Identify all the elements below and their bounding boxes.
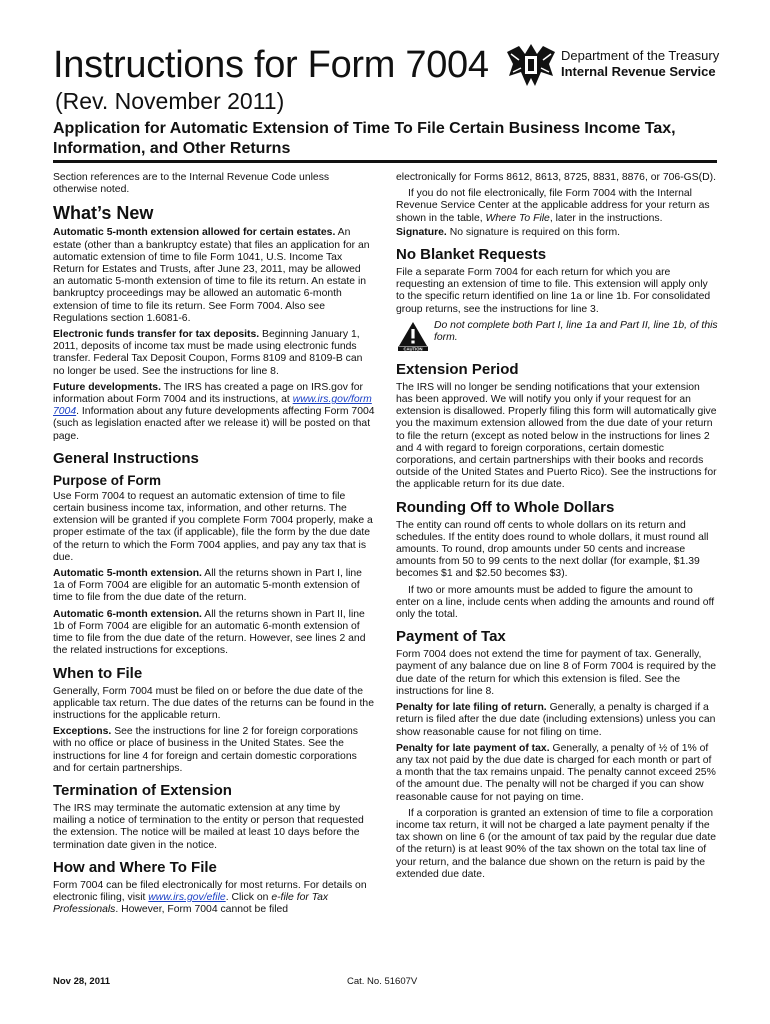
- late-filing-lead: Penalty for late filing of return.: [396, 702, 547, 714]
- paper-italic: Where To File: [485, 212, 550, 224]
- blanket-text: File a separate Form 7004 for each return for which you are requesting an extension of time to file. This extension will apply only to the specific return identified on line 1a or line 1b. For consolidated group returns, see the instructions for line 3.: [396, 267, 711, 315]
- intro-text: Section references are to the Internal Revenue Code unless otherwise noted.: [53, 172, 330, 196]
- auto6-paragraph: [53, 609, 375, 658]
- exceptions-lead: Exceptions.: [53, 726, 112, 738]
- payment-heading: Payment of Tax: [396, 628, 506, 646]
- signature-paragraph: [396, 227, 718, 239]
- future-paragraph: [53, 382, 375, 443]
- late-filing-text: Generally, a penalty is charged if a return is filed after the due date (including extensions) unless you can show reasonable cause for not filing on time.: [396, 702, 716, 738]
- eft-text: Beginning January 1, 2011, deposits of income tax must be made using electronic funds transfer. Federal Tax Deposit Coupon, Forms 8109 and 8109-B can no longer be used. See the instructions for line 8.: [53, 329, 363, 377]
- how-where-heading: How and Where To File: [53, 858, 217, 876]
- auto5-lead: Automatic 5-month extension.: [53, 568, 202, 580]
- signature-text: No signature is required on this form.: [449, 226, 621, 238]
- caution-text: Do not complete both Part I, line 1a and Part II, line 1b, of this form.: [434, 319, 718, 344]
- eft-lead: Electronic funds transfer for tax deposits.: [53, 329, 260, 341]
- extension-text: The IRS will no longer be sending notifications that your extension has been approved. We will notify you only if your request for an extension is disallowed. Properly filing this form will automatically give you the maximum extension allowed from the due date of your return to file the return (except as noted below in the instructions for lines 2 and 4 with regard to foreign corporations, certain domestic corporations, and certain partnerships with their books and records outside of the United States and Puerto Rico). See the instructions for the applicable return for its due date.: [396, 381, 717, 491]
- late-filing-paragraph: [396, 702, 718, 739]
- auto6-lead: Automatic 6-month extension.: [53, 608, 202, 620]
- late-payment-paragraph: [396, 743, 718, 804]
- termination-text: The IRS may terminate the automatic extension at any time by mailing a notice of termination to the entity or person that requested the extension. The notice will be mailed at least 10 days before the termination date given in the notice.: [53, 802, 364, 851]
- caution-icon: [398, 321, 428, 351]
- caution-box: [396, 320, 718, 351]
- right-column: [396, 172, 718, 883]
- paper-text-b: , later in the instructions.: [549, 212, 663, 224]
- payment-text: Form 7004 does not extend the time for payment of tax. Generally, payment of any balance due on line 8 of Form 7004 is required by the due date of the return for which this extension is filed. See the instructions for line 8.: [396, 649, 716, 697]
- left-column: [53, 172, 375, 920]
- footer-date: Nov 28, 2011: [53, 976, 111, 987]
- future-text-b: . Information about any future developments affecting Form 7004 (such as legislation enacted after we release it) will be posted on that page.: [53, 406, 375, 442]
- extension-period-heading: Extension Period: [396, 360, 519, 378]
- corporation-text: If a corporation is granted an extension of time to file a corporation income tax return, it will not be charged a late payment penalty if the tax shown on line 6 (or the amount of tax paid by the regular due date of the return) is at least 90% of the tax shown on the total tax line of your return, and the balance due shown on the return is paid by the extended due date.: [396, 807, 717, 880]
- auto5-paragraph: [53, 568, 375, 605]
- irs-eagle-logo: [505, 42, 557, 88]
- form-subtitle: Application for Automatic Extension of Time To File Certain Business Income Tax, Information, and Other Returns: [53, 120, 676, 157]
- caution-label: CAUTION: [403, 346, 423, 351]
- late-payment-lead: Penalty for late payment of tax.: [396, 742, 550, 754]
- form7004-link[interactable]: www.irs.gov/form 7004: [53, 394, 372, 418]
- when-text: Generally, Form 7004 must be filed on or before the due date of the applicable tax return. The due dates of the returns can be found in the instructions for the applicable return.: [53, 685, 374, 721]
- paper-paragraph: [396, 188, 718, 225]
- estates-paragraph: [53, 227, 375, 325]
- future-text-a: The IRS has created a page on IRS.gov for information about Form 7004 and its instructions, at: [53, 381, 363, 406]
- exceptions-paragraph: [53, 726, 375, 775]
- future-lead: Future developments.: [53, 381, 161, 393]
- how-text-c: e-file for Tax Professionals: [53, 891, 329, 916]
- auto6-text: All the returns shown in Part II, line 1b of Form 7004 are eligible for an automatic 6-month extension of time to file from the due date of the return. However, see lines 2 and the related instructions for exceptions.: [53, 608, 366, 657]
- termination-heading: Termination of Extension: [53, 781, 232, 799]
- revision-date: (Rev. November 2011): [55, 88, 285, 114]
- page-title: Instructions for Form 7004: [53, 44, 489, 86]
- auto5-text: All the returns shown in Part I, line 1a of Form 7004 are eligible for an automatic 5-month extension of time to file from the due date of the return.: [53, 568, 362, 604]
- how-paragraph: [53, 880, 375, 917]
- agency-name: Internal Revenue Service: [561, 64, 716, 79]
- rounding-text: The entity can round off cents to whole dollars on its return and schedules. If the entity does round to whole dollars, it must round all amounts. To round, drop amounts under 50 cents and increase amounts from 50 to 99 cents to the next dollar (for example, $1.39 becomes $1 and $2.50 becomes $3).: [396, 519, 709, 580]
- how-text-d: . However, Form 7004 cannot be filed: [115, 904, 289, 916]
- efile-link[interactable]: www.irs.gov/efile: [148, 891, 226, 903]
- continued-text: electronically for Forms 8612, 8613, 8725, 8831, 8876, or 706-GS(D).: [396, 172, 716, 183]
- no-blanket-heading: No Blanket Requests: [396, 246, 547, 264]
- general-instructions-heading: General Instructions: [53, 449, 199, 467]
- how-text-a: Form 7004 can be filed electronically for most returns. For details on electronic filing, visit: [53, 879, 367, 903]
- when-to-file-heading: When to File: [53, 664, 143, 682]
- purpose-text: Use Form 7004 to request an automatic extension of time to file certain business income tax, information, and other returns. The extension will be granted if you complete Form 7004 properly, make a proper estimate of the tax (if applicable), file the form by the due date of the return to which the Form 7004 applies, and pay any tax that is due.: [53, 490, 373, 563]
- paper-text-a: If you do not file electronically, file Form 7004 with the Internal Revenue Service Center at the applicable address for your return as shown in the table,: [396, 188, 710, 224]
- header-rule: [53, 160, 717, 163]
- how-text-b: . Click on: [225, 891, 269, 903]
- estates-text: An estate (other than a bankruptcy estate) that files an application for an automatic extension of time to file Form 1041, U.S. Income Tax Return for Estates and Trusts, after June 23, 2011, may be allowed an automatic 5-month extension of time to file its return. An estate in bankruptcy proceedings may be allowed an automatic 6-month extension of time to file its return. See Form 7004. Also see Regulations section 1.6081-6.: [53, 227, 370, 324]
- footer-catalog-number: Cat. No. 51607V: [347, 976, 418, 987]
- whats-new-heading: What’s New: [53, 203, 154, 224]
- late-payment-text-b: of 1% of any tax not paid by the due date is charged for each month or part of a month that the tax remains unpaid. The penalty cannot exceed 25% of the amount due. The penalty will not be charged if you can show reasonable cause for not paying on time.: [396, 742, 716, 803]
- late-payment-fraction: ½: [658, 742, 668, 754]
- rounding-text-2: If two or more amounts must be added to figure the amount to enter on a line, include cents when adding the amounts and round off only the total.: [396, 584, 715, 621]
- late-payment-text-a: Generally, a penalty of: [552, 742, 656, 754]
- signature-lead: Signature.: [396, 226, 447, 238]
- exceptions-text: See the instructions for line 2 for foreign corporations with no office or place of business in the United States. See the instructions for line 4 for foreign and certain domestic corporations and for certain partnerships.: [53, 726, 358, 774]
- department-name: Department of the Treasury: [561, 48, 720, 63]
- rounding-heading: Rounding Off to Whole Dollars: [396, 498, 615, 516]
- eft-paragraph: [53, 329, 375, 378]
- purpose-heading: Purpose of Form: [53, 472, 162, 488]
- estates-lead: Automatic 5-month extension allowed for certain estates.: [53, 227, 336, 239]
